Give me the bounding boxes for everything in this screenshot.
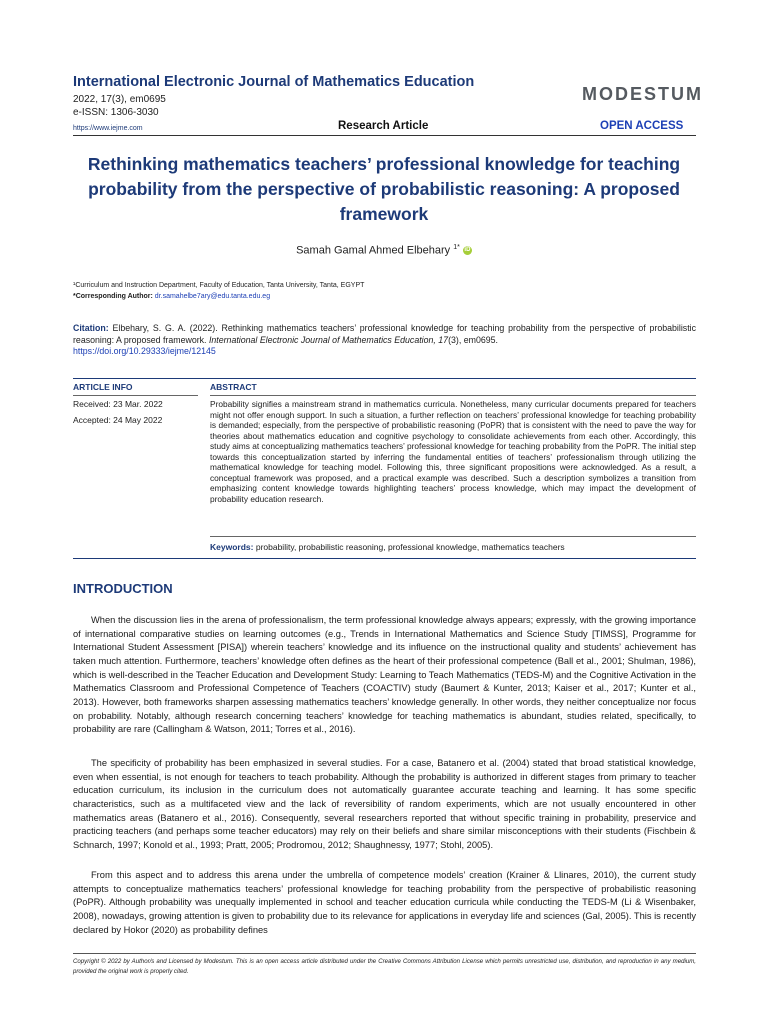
volume-info: 2022, 17(3), em0695 — [73, 94, 166, 105]
abstract-text: Probability signifies a mainstream strand in mathematics curricula. Nonetheless, many curricular documents prepared for teachers might not offer enough support. In such a situation, a further reflection on teachers’ professional knowledge for teaching probability is demanded; especially, from the perspective of probabilistic reasoning (PoPR) that is consistent with the need to pave the way for theories about mathematics education and cognitive psychology to consolidate achievements from each other. Accordingly, this study aims at conceptualizing mathematics teachers’ professional knowledge for teaching probability from the PoPR. The initial step towards this conceptualization started by inferring the fundamental entities of teachers’ professionalism through utilizing the mathematical knowledge for teaching model. Following this, three significant propositions were acknowledged. As a result, a conceptual framework was proposed, and a practical example was described. Such a description symbolizes a transition from emphasizing content knowledge towards highlighting teachers’ process knowledge, which may impact the development of probability education research. — [210, 399, 696, 504]
keywords-rule — [210, 536, 696, 537]
journal-url-link[interactable]: https://www.iejme.com — [73, 125, 143, 132]
corresponding-author — [73, 293, 270, 300]
paragraph: When the discussion lies in the arena of professionalism, the term professional knowledge always appears; expressly, with the growing importance of international comparative studies on learning outcomes (e.g., Trends in International Mathematics and Science Study [TIMSS], Programme for International Student Assessment [PISA]) wherein teachers’ knowledge and its influence on the instructional quality and students’ achievement has taken much attention. Furthermore, teachers’ knowledge often defines as the heart of their professional competence (Ball et al., 2001; Shulman, 1986), which is well-described in the Teacher Education and Development Study: Learning to Teach Mathematics (TEDS-M) and the Cognitive Activation in the Mathematics Classroom and Professional Competence of Teachers (COACTIV) study (Baumert & Kunter, 2013; Kaiser et al., 2017; Kunter et al., 2013). However, both frameworks sharpen assessing mathematics teachers’ knowledge generally. In other words, they neither conceptualize nor focus on probability. Notably, although research concerning teachers’ knowledge for teaching mathematics is abundant, studies related, specifically, to probability are rare (Callingham & Watson, 2011; Torres et al., 2016). — [73, 615, 696, 735]
keywords-label: Keywords: — [210, 542, 254, 552]
author-marks: 1* — [453, 244, 460, 251]
citation-doi-link[interactable]: https://doi.org/10.29333/iejme/12145 — [73, 346, 216, 356]
abstract-heading: ABSTRACT — [210, 382, 257, 392]
corresponding-label: *Corresponding Author: — [73, 293, 153, 300]
info-top-rule — [73, 378, 696, 379]
journal-title: International Electronic Journal of Mathematics Education — [73, 74, 475, 90]
author-line — [0, 244, 768, 257]
copyright-footer: Copyright © 2022 by Author/s and Licensed by Modestum. This is an open access article distributed under the Creative Commons Attribution License which permits unrestricted use, distribution, and reproduction in any medium, provided the original work is properly cited. — [73, 958, 696, 975]
received-date: Received: 23 Mar. 2022 — [73, 399, 163, 409]
citation-text: Elbehary, S. G. A. (2022). Rethinking mathematics teachers’ professional knowledge for teaching probability from the perspective of probabilistic reasoning: A proposed framework. — [73, 323, 696, 345]
citation-label: Citation: — [73, 323, 109, 333]
article-type: Research Article — [338, 120, 429, 132]
abstract-heading-rule — [210, 395, 696, 396]
paragraph: From this aspect and to address this arena under the umbrella of competence models’ creation (Krainer & Llinares, 2010), the current study attempts to conceptualize mathematics teachers’ professional knowledge for teaching probability from the perspective of probabilistic reasoning (PoPR). Although probability was unequally implemented in school and teacher education curricula while conducting the TEDS-M (Li & Wisenbaker, 2008), nowadays, growing attention is given to probability due to its relevance for applications in everyday life and sciences (Gal, 2005). This is recently declared by Hokor (2020) as probability defines — [73, 870, 696, 935]
introduction-heading: INTRODUCTION — [73, 581, 173, 596]
open-access-badge: OPEN ACCESS — [600, 120, 684, 132]
citation-issue: (3), em0695. — [448, 334, 498, 345]
affiliation: ¹Curriculum and Instruction Department, Faculty of Education, Tanta University, Tanta, EGYPT — [73, 282, 365, 289]
info-bottom-rule — [73, 558, 696, 559]
paragraph: The specificity of probability has been emphasized in several studies. For a case, Batanero et al. (2004) stated that broad statistical knowledge, even when essential, is not enough for teachers to teach probability. Although the probability is authorized in different stages from primary to teacher education curriculum, its inclusion in the curriculum does not automatically guarantee accurate teaching and learning. It has some specific characteristics, such as a multifaceted view and the lack of reversibility of random experiments, which are not usually encountered in other mathematics areas (Batanero et al., 2016). Consequently, several researchers reported that without specific training in probability, preservice and practicing teachers (and perhaps some teacher educators) may rely on their beliefs and share similar misconceptions with their students (Fischbein & Schnarch, 1997; Konold et al., 1993; Pratt, 2005; Prodromou, 2012; Shaughnessy, 1977; Stohl, 2005). — [73, 758, 696, 850]
corresponding-email-link[interactable]: dr.samahelbe7ary@edu.tanta.edu.eg — [154, 293, 271, 300]
publisher-logo: MODESTUM — [582, 84, 703, 104]
keywords — [210, 542, 565, 552]
keywords-text: probability, probabilistic reasoning, professional knowledge, mathematics teachers — [255, 542, 565, 552]
issn: e-ISSN: 1306-3030 — [73, 107, 159, 118]
orcid-icon[interactable]: iD — [464, 247, 471, 254]
footer-divider — [73, 953, 696, 954]
citation-block — [73, 323, 696, 358]
article-title: Rethinking mathematics teachers’ professional knowledge for teaching probability from the perspective of probabilistic reasoning: A proposed framework — [87, 154, 681, 224]
article-info-heading: ARTICLE INFO — [73, 382, 133, 392]
info-heading-rule — [73, 395, 198, 396]
header-divider — [73, 135, 696, 136]
accepted-date: Accepted: 24 May 2022 — [73, 415, 163, 425]
citation-journal: International Electronic Journal of Mathematics Education, 17 — [208, 334, 449, 345]
author-name: Samah Gamal Ahmed Elbehary — [296, 244, 451, 257]
